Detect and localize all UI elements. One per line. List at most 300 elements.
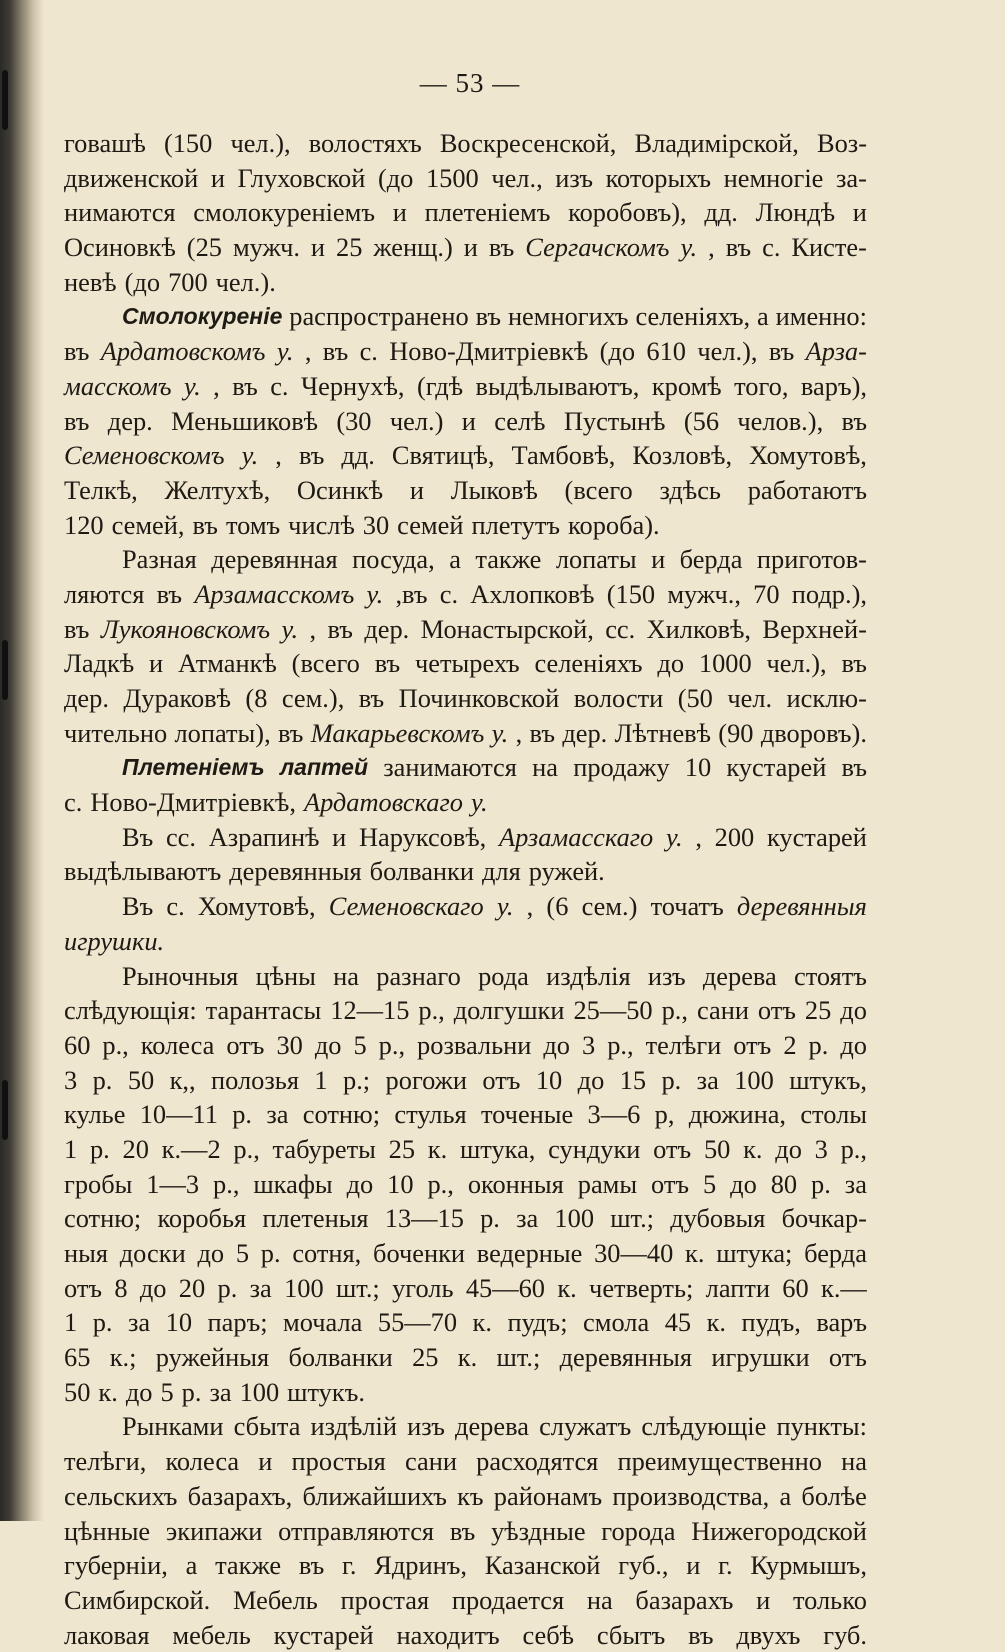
- text-line: [64, 230, 867, 265]
- word: и: [149, 648, 164, 679]
- word: 45: [664, 1307, 692, 1338]
- word: производства,: [612, 1480, 770, 1511]
- word: штукъ.: [287, 1376, 365, 1407]
- word: семей: [397, 509, 464, 540]
- word: на: [586, 1584, 613, 1615]
- word: Телкѣ,: [64, 474, 138, 505]
- word: Святицѣ,: [391, 440, 495, 471]
- word: мужч.,: [667, 578, 741, 609]
- word: (150: [606, 578, 656, 609]
- word: Осинкѣ: [296, 474, 384, 505]
- word: себѣ: [522, 1619, 575, 1650]
- word: Чернухѣ,: [301, 370, 405, 401]
- word: Кисте-: [791, 232, 867, 263]
- text-line: [64, 612, 867, 647]
- word: боченки: [373, 1238, 466, 1268]
- word: районамъ: [493, 1480, 603, 1511]
- word: мебель: [172, 1619, 251, 1650]
- word: деревянная: [211, 544, 338, 575]
- word: телѣги,: [64, 1446, 147, 1477]
- word: ,въ: [395, 578, 428, 609]
- word: за: [209, 1376, 232, 1407]
- word: дубовыя: [670, 1203, 766, 1234]
- word: смолокуреніемъ: [193, 197, 375, 228]
- word: и: [392, 197, 407, 228]
- word: губ.: [823, 1619, 867, 1650]
- word: 50: [64, 1376, 91, 1407]
- word: слѣдующія:: [64, 995, 197, 1026]
- word: колеса: [140, 1029, 215, 1060]
- word: волостяхъ: [308, 128, 422, 158]
- word: 8: [114, 1272, 128, 1303]
- word: 100: [734, 1064, 774, 1095]
- word: города: [601, 1515, 676, 1546]
- word: до: [139, 1272, 167, 1303]
- word: за: [844, 1168, 867, 1199]
- word: цѣнные: [64, 1515, 151, 1546]
- word: губ.,: [618, 1550, 669, 1581]
- word: 15: [619, 1064, 647, 1095]
- word: за: [516, 1203, 539, 1234]
- italic-word: у.: [241, 440, 259, 471]
- word: базарахъ,: [187, 1480, 293, 1511]
- word: ружей.: [528, 856, 605, 887]
- word: 25: [412, 1342, 439, 1373]
- word: Атманкѣ: [178, 648, 277, 679]
- word: томъ: [225, 509, 281, 540]
- word: на: [333, 960, 359, 991]
- section-heading-word: Плетеніемъ: [122, 754, 265, 781]
- word: на: [532, 752, 558, 783]
- word: телѣги: [645, 1029, 722, 1060]
- word: четырехъ: [415, 648, 520, 679]
- text-line: [64, 785, 867, 820]
- text-line: [64, 542, 867, 577]
- word: женщ.): [373, 232, 453, 263]
- word: р.,: [607, 1029, 634, 1060]
- text-line: [64, 1028, 867, 1063]
- word: сани: [696, 995, 749, 1026]
- word: ,: [708, 232, 715, 263]
- word: смола: [583, 1307, 650, 1338]
- word: Глуховской: [237, 162, 366, 193]
- word: и: [852, 197, 867, 228]
- word: до: [730, 1168, 757, 1199]
- word: издѣлія: [546, 960, 631, 991]
- word: въ: [841, 405, 867, 436]
- word: 50: [703, 1133, 731, 1164]
- word: ,: [275, 440, 282, 471]
- word: чел.: [727, 683, 773, 713]
- italic-word: игрушки.: [64, 925, 165, 956]
- word: (56: [683, 405, 720, 436]
- word: рода: [478, 960, 529, 991]
- text-line: [64, 1063, 867, 1098]
- word: (8: [245, 683, 268, 713]
- word: г.: [342, 1550, 357, 1581]
- section-heading-word: лаптей: [279, 754, 368, 781]
- text-line: [64, 1305, 867, 1340]
- word: сотня,: [292, 1238, 362, 1268]
- word: Желтухѣ,: [164, 474, 271, 505]
- text-line: [64, 1236, 867, 1271]
- text-line: [64, 265, 867, 300]
- word: до: [125, 1376, 153, 1407]
- word: дерева: [702, 960, 777, 991]
- word: нимаются: [64, 197, 176, 228]
- word: подр.),: [791, 578, 867, 609]
- word: до: [840, 1029, 867, 1060]
- word: Въ: [122, 821, 154, 852]
- word: Нижегородской: [691, 1515, 867, 1546]
- italic-word: у.: [470, 787, 488, 818]
- word: чел.),: [230, 128, 291, 158]
- word: Воз-: [816, 128, 867, 158]
- word: р.: [217, 1272, 238, 1303]
- word: с.: [762, 232, 781, 263]
- word: сс.: [605, 613, 636, 644]
- word: продажу: [573, 752, 670, 783]
- word: Лыковѣ: [450, 474, 538, 505]
- word: р.,: [213, 1168, 240, 1199]
- word: ,: [304, 336, 312, 367]
- word: за-: [835, 162, 867, 193]
- word: губерніи,: [64, 1550, 168, 1581]
- word: с.: [359, 336, 378, 367]
- word: уголь: [392, 1272, 454, 1303]
- word: Ядринъ,: [374, 1550, 467, 1581]
- word: въ: [768, 336, 795, 367]
- text-line: [64, 1409, 867, 1444]
- word: изъ: [555, 162, 593, 193]
- word: болѣе: [801, 1480, 867, 1511]
- italic-word: Макарьевскомъ: [310, 717, 485, 748]
- word: приготов-: [756, 544, 867, 575]
- word: точеные: [480, 1099, 574, 1130]
- word: лопаты),: [174, 717, 271, 748]
- word: дюжина,: [688, 1099, 787, 1130]
- word: р.: [232, 1099, 253, 1130]
- word: Тамбовѣ,: [511, 440, 616, 471]
- word: р.: [92, 1307, 113, 1338]
- word: коробья: [157, 1203, 247, 1234]
- italic-word: у.: [491, 717, 509, 748]
- word: долгушки: [453, 995, 565, 1026]
- page-number: — 53 —: [419, 68, 521, 98]
- word: 60: [64, 1029, 91, 1060]
- word: Козловѣ,: [632, 440, 733, 471]
- text-line: [64, 716, 867, 751]
- word: болванки: [369, 856, 474, 887]
- word: Воскресенской,: [439, 128, 617, 158]
- word: 10—11: [139, 1099, 218, 1130]
- word: Наруксовѣ,: [358, 821, 487, 852]
- word: изъ: [407, 1411, 445, 1442]
- word: и: [210, 162, 225, 193]
- word: отправляются: [278, 1515, 435, 1546]
- word: до: [775, 1133, 802, 1164]
- word: лопаты: [555, 544, 637, 575]
- text-line: [64, 577, 867, 612]
- word: въ: [298, 440, 325, 471]
- word: Люндѣ: [755, 197, 836, 228]
- word: 25: [388, 1133, 416, 1164]
- text-line: [64, 1375, 867, 1410]
- word: р.: [811, 1168, 831, 1199]
- word: до: [314, 1029, 342, 1060]
- word: въ: [64, 405, 90, 436]
- word: столы: [800, 1099, 867, 1130]
- word: сем.): [581, 891, 638, 922]
- word: к.: [706, 1307, 726, 1338]
- word: мужч.: [232, 232, 300, 263]
- word: деревянныя: [559, 1342, 693, 1373]
- word: 25: [804, 995, 832, 1026]
- italic-word: Ардатовскомъ: [100, 336, 266, 367]
- word: четверть;: [589, 1272, 694, 1303]
- word: варъ: [816, 1307, 867, 1338]
- word: 200: [714, 821, 755, 852]
- word: 100: [239, 1376, 280, 1407]
- italic-word: у.: [281, 613, 299, 644]
- word: берда: [679, 544, 743, 575]
- word: плетутъ: [471, 509, 561, 540]
- word: ,: [213, 370, 220, 401]
- word: штукъ,: [789, 1064, 867, 1095]
- word: дд.: [341, 440, 375, 471]
- word: Осиновкѣ: [64, 232, 176, 263]
- text-line: [64, 854, 867, 889]
- word: полозья: [211, 1064, 299, 1095]
- text-line: [64, 1271, 867, 1306]
- text-line: [64, 1444, 867, 1479]
- word: селѣ: [494, 405, 546, 436]
- word: за: [249, 1272, 272, 1303]
- word: лапти: [705, 1272, 770, 1303]
- word: въ: [64, 336, 90, 367]
- word: разнаго: [376, 960, 461, 991]
- word: дер.: [64, 683, 109, 713]
- word: за: [696, 1064, 719, 1095]
- word: 55—70: [377, 1307, 458, 1338]
- word: издѣлій: [310, 1411, 397, 1442]
- word: и: [651, 544, 666, 575]
- word: 70: [753, 578, 780, 609]
- word: лаковая: [64, 1619, 150, 1650]
- word: 1—3: [146, 1168, 200, 1199]
- word: р.: [480, 1203, 500, 1234]
- word: чительно: [64, 717, 168, 748]
- word: 30: [362, 509, 390, 540]
- italic-word: у.: [665, 821, 683, 852]
- word: отъ: [482, 1064, 521, 1095]
- text-line: [64, 404, 867, 439]
- text-line: [64, 1514, 867, 1549]
- word: р.: [92, 1064, 113, 1095]
- word: колеса: [165, 1446, 240, 1477]
- text-line: [64, 473, 867, 508]
- word: и: [258, 1446, 273, 1477]
- word: служатъ: [539, 1411, 632, 1442]
- word: 25—50: [573, 995, 653, 1026]
- word: (всего: [291, 648, 360, 679]
- word: чел.),: [766, 648, 827, 679]
- italic-word: у.: [184, 370, 201, 401]
- word: въ: [322, 336, 349, 367]
- word: кромѣ: [651, 370, 722, 401]
- text-line: [64, 369, 867, 404]
- word: чел.),: [697, 336, 758, 367]
- word: чел.): [389, 405, 444, 436]
- word: к.: [685, 1238, 705, 1268]
- text-line: [64, 508, 867, 543]
- word: стоятъ: [794, 960, 867, 991]
- word: только: [792, 1584, 867, 1615]
- text-line: [64, 1479, 867, 1514]
- document-body: [64, 126, 867, 1652]
- word: за: [128, 1307, 151, 1338]
- word: Ладкѣ: [64, 648, 135, 679]
- word: въ: [488, 232, 515, 263]
- word: 5: [353, 1029, 367, 1060]
- word: челов.),: [737, 405, 824, 436]
- word: кустарей: [273, 1619, 374, 1650]
- word: к.: [457, 1342, 478, 1373]
- word: а: [757, 301, 769, 332]
- word: и: [332, 821, 347, 852]
- word: гробы: [64, 1168, 133, 1199]
- word: р.: [89, 1133, 110, 1164]
- word: шт.;: [610, 1203, 655, 1234]
- word: (гдѣ: [417, 370, 464, 401]
- word: въ: [841, 648, 867, 679]
- word: к.—: [821, 1272, 867, 1303]
- word: 1: [64, 1307, 78, 1338]
- italic-word: у.: [276, 336, 294, 367]
- italic-word: Семеновскомъ: [64, 440, 225, 471]
- word: а: [449, 544, 461, 575]
- word: дер.: [364, 613, 410, 644]
- word: игрушки: [711, 1342, 810, 1373]
- word: ружейныя: [155, 1342, 270, 1373]
- word: коробовъ),: [568, 197, 687, 228]
- word: стулья: [394, 1099, 467, 1130]
- word: шкафы: [253, 1168, 333, 1199]
- text-line: [64, 1167, 867, 1202]
- word: (150: [163, 128, 213, 158]
- italic-word: Арзамасскомъ: [194, 578, 355, 609]
- word: 3: [582, 1029, 596, 1060]
- word: изъ: [647, 960, 686, 991]
- word: 50: [127, 1064, 155, 1095]
- word: 20: [178, 1272, 206, 1303]
- word: отъ: [653, 1133, 692, 1164]
- word: Въ: [122, 891, 154, 922]
- text-line: [64, 161, 867, 196]
- word: Монастырской,: [420, 613, 594, 644]
- word: за: [266, 1099, 289, 1130]
- word: 3: [814, 1133, 828, 1164]
- word: (до: [599, 336, 636, 367]
- text-line: [64, 681, 867, 716]
- text-line: [64, 924, 867, 959]
- word: отъ: [226, 1029, 265, 1060]
- word: 1: [64, 1133, 78, 1164]
- word: табуреты: [272, 1133, 376, 1164]
- word: р.,: [102, 1029, 129, 1060]
- word: до: [346, 1168, 374, 1199]
- word: сельскихъ: [64, 1480, 178, 1511]
- word: Ново-Дмитріевкѣ,: [90, 787, 296, 818]
- text-line: [64, 820, 867, 855]
- word: точатъ: [650, 891, 724, 922]
- text-line: [64, 1618, 867, 1652]
- text-line: [64, 889, 867, 924]
- word: 120: [64, 509, 104, 540]
- word: отъ: [64, 1272, 103, 1303]
- word: Меньшиковѣ: [171, 405, 318, 436]
- word: 3: [64, 1064, 78, 1095]
- word: Починковской: [398, 683, 560, 713]
- word: въ: [298, 1550, 325, 1581]
- italic-word: деревянныя: [736, 891, 867, 922]
- word: р.,: [840, 1133, 867, 1164]
- word: выдѣлываютъ,: [475, 370, 640, 401]
- word: пудъ,: [741, 1307, 801, 1338]
- word: въ: [725, 232, 752, 263]
- section-heading-word: Смолокуреніе: [122, 303, 283, 330]
- text-line: [64, 1340, 867, 1375]
- text-line: [64, 1132, 867, 1167]
- word: 12—15: [330, 995, 410, 1026]
- word: уѣздные: [491, 1515, 586, 1546]
- word: работаютъ: [747, 474, 867, 505]
- word: Ново-Дмитріевкѣ: [389, 336, 589, 367]
- word: бочкар-: [781, 1203, 867, 1234]
- word: 10: [684, 752, 712, 783]
- word: 80: [770, 1168, 798, 1199]
- word: с.: [439, 578, 459, 609]
- word: преимущественно: [617, 1446, 822, 1477]
- word: 100: [554, 1203, 595, 1234]
- word: дер.: [107, 405, 153, 436]
- word: 5: [160, 1376, 174, 1407]
- word: рамы: [577, 1168, 638, 1199]
- word: 610: [646, 336, 686, 367]
- text-line: [64, 1583, 867, 1618]
- word: штука,: [459, 1133, 536, 1164]
- word: селеніяхъ: [534, 648, 643, 679]
- word: сундуки: [548, 1133, 641, 1164]
- text-line: [64, 750, 867, 785]
- word: 10: [387, 1168, 414, 1199]
- italic-word: у.: [496, 891, 514, 922]
- word: въ: [475, 301, 502, 332]
- word: 60: [782, 1272, 809, 1303]
- word: Верхней-: [762, 613, 867, 644]
- word: Ахлопковѣ: [470, 578, 595, 609]
- word: короба).: [568, 509, 660, 540]
- italic-word: Семеновскаго: [328, 891, 484, 922]
- word: Разная: [122, 544, 197, 575]
- word: к.: [557, 1272, 577, 1303]
- word: ,: [515, 717, 523, 748]
- word: кустарей: [726, 752, 827, 783]
- word: сбыта: [233, 1411, 301, 1442]
- word: розвальни: [417, 1029, 532, 1060]
- word: к,,: [169, 1064, 196, 1095]
- word: 30: [276, 1029, 303, 1060]
